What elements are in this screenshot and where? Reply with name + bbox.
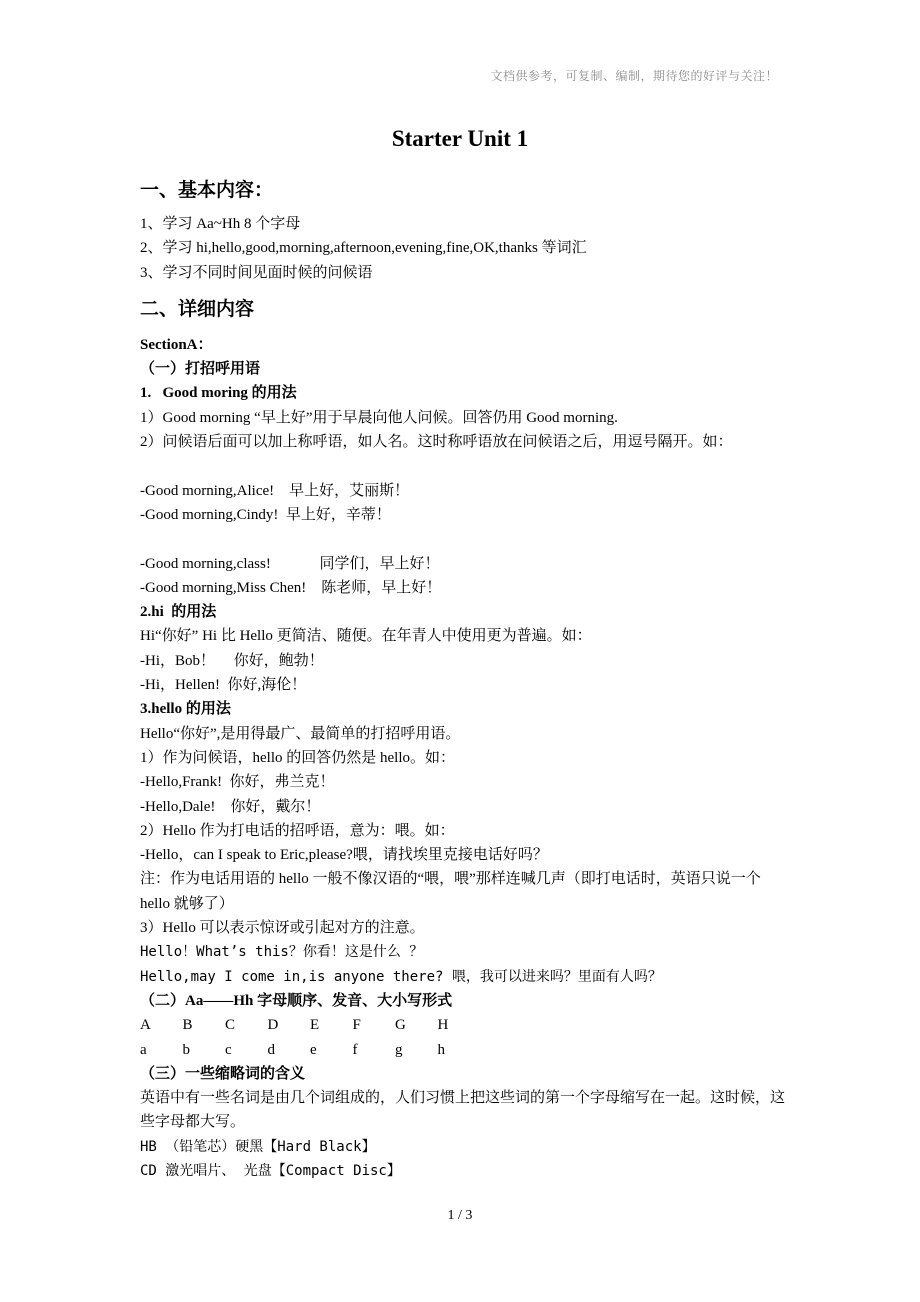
letter: F (352, 1017, 361, 1034)
letter: f (352, 1041, 358, 1058)
lowercase-letters-row (140, 1038, 790, 1062)
letter: g (395, 1041, 403, 1058)
abbreviation-line: CD 激光唱片、 光盘【Compact Disc】 (140, 1162, 401, 1179)
subheading-abbreviations: （三）一些缩略词的含义 (140, 1065, 306, 1082)
document-header-note: 文档供参考，可复制、编制，期待您的好评与关注！ (490, 69, 778, 83)
page-number: 1 / 3 (447, 1208, 473, 1223)
letter: A (140, 1017, 151, 1034)
letter: h (437, 1041, 445, 1058)
list-item: 3、学习不同时间见面时候的问候语 (140, 264, 373, 281)
paragraph: 2）问候语后面可以加上称呼语，如人名。这时称呼语放在问候语之后，用逗号隔开。如： (140, 434, 733, 451)
example-line: -Hello，can I speak to Eric,please?喂，请找埃里克接电话好吗？ (140, 847, 548, 864)
letter: e (310, 1041, 317, 1058)
paragraph: 2）Hello 作为打电话的招呼语，意为：喂。如： (140, 822, 455, 839)
paragraph: 1）作为问候语，hello 的回答仍然是 hello。如： (140, 749, 455, 766)
subheading-alphabet: （二）Aa——Hh 字母顺序、发音、大小写形式 (140, 992, 453, 1009)
spacer (140, 454, 790, 478)
example-line: -Hi，Bob！ 你好，鲍勃！ (140, 652, 324, 669)
page-title: Starter Unit 1 (391, 126, 529, 151)
paragraph: 3）Hello 可以表示惊讶或引起对方的注意。 (140, 920, 425, 937)
letter: D (267, 1017, 279, 1034)
subheading-greetings: （一）打招呼用语 (140, 361, 261, 378)
example-line: -Hello,Dale! 你好，戴尔！ (140, 798, 321, 815)
heading-hi: 2.hi 的用法 (140, 604, 217, 621)
list-item: 1、学习 Aa~Hh 8 个字母 (140, 216, 301, 232)
spacer (140, 527, 790, 551)
example-line: -Good morning,Miss Chen! 陈老师，早上好！ (140, 579, 442, 596)
heading-hello: 3.hello 的用法 (140, 701, 231, 718)
letter: E (310, 1017, 320, 1034)
heading-good-morning: 1. Good moring 的用法 (140, 385, 297, 402)
letter: B (182, 1017, 193, 1034)
section-basic-heading: 一、基本内容： (140, 179, 274, 201)
uppercase-letters-row (140, 1013, 790, 1037)
letter: G (395, 1017, 406, 1034)
example-line: -Good morning,class! 同学们，早上好！ (140, 555, 440, 572)
abbreviation-line: HB （铅笔芯）硬黑【Hard Black】 (140, 1138, 376, 1155)
example-line: -Hello,Frank! 你好，弗兰克！ (140, 774, 335, 791)
paragraph: 1）Good morning “早上好”用于早晨向他人问候。回答仍用 Good morning. (140, 409, 618, 426)
list-item: 2、学习 hi,hello,good,morning,afternoon,evening,fine,OK,thanks 等词汇 (140, 240, 587, 257)
letter: d (267, 1041, 275, 1058)
letter: a (140, 1041, 147, 1058)
paragraph: 英语中有一些名词是由几个词组成的，人们习惯上把这些词的第一个字母缩写在一起。这时候，这些字母都大写。 (140, 1090, 786, 1131)
paragraph: Hello“你好”,是用得最广、最简单的打招呼用语。 (140, 725, 461, 742)
letter: H (437, 1017, 449, 1034)
sectionA-label: SectionA： (140, 336, 213, 353)
letter: C (225, 1017, 236, 1034)
letter: b (182, 1041, 190, 1058)
example-line: -Hi，Hellen! 你好,海伦！ (140, 677, 307, 694)
example-line: Hello,may I come in,is anyone there? 喂，我可以进来吗？里面有人吗？ (140, 968, 662, 985)
paragraph: Hi“你好” Hi 比 Hello 更简洁、随便。在年青人中使用更为普遍。如： (140, 628, 592, 645)
letter: c (225, 1041, 232, 1058)
section-detail-heading: 二、详细内容 (140, 297, 255, 320)
example-line: -Good morning,Alice! 早上好，艾丽斯！ (140, 482, 410, 499)
note-paragraph: 注：作为电话用语的 hello 一般不像汉语的“喂，喂”那样连喊几声（即打电话时，英语只说一个 hello 就够了） (140, 871, 761, 912)
example-line: Hello！What’s this？你看！这是什么 ？ (140, 944, 424, 961)
document-body (140, 170, 790, 1183)
example-line: -Good morning,Cindy! 早上好，辛蒂！ (140, 506, 391, 523)
